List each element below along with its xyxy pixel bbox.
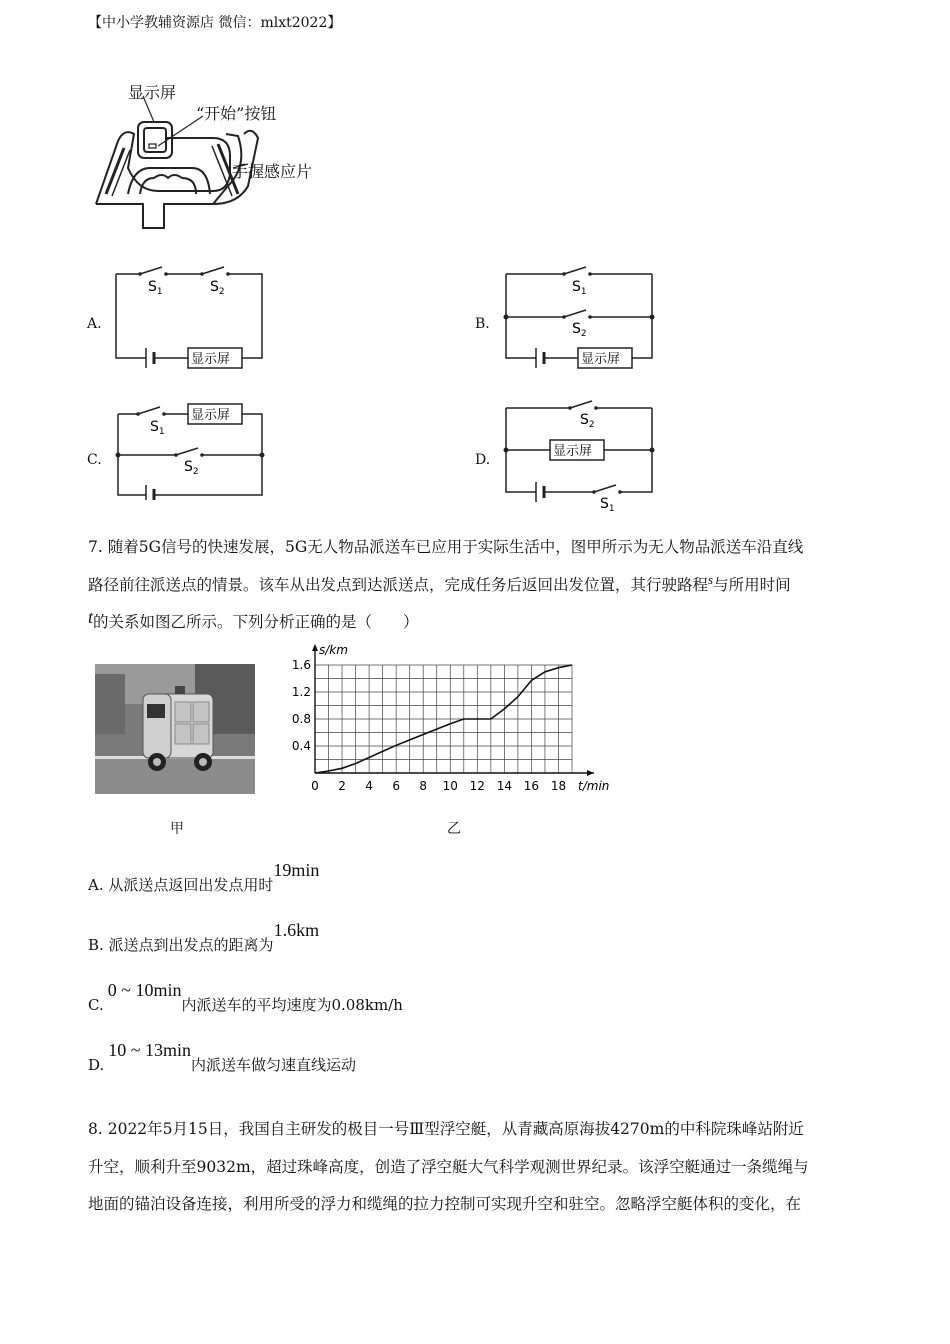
circuit-b-letter: B. <box>475 316 490 332</box>
delivery-vehicle-photo <box>95 664 255 794</box>
q7-line1: 7. 随着5G信号的快速发展，5G无人物品派送车已应用于实际生活中，图甲所示为无人物品派送车沿直线 <box>88 538 804 556</box>
caption-yi: 乙 <box>447 821 461 837</box>
circuit-c <box>110 400 270 500</box>
circuit-b-s1: $S_1$ <box>572 279 587 297</box>
x-tick-label: 18 <box>550 779 567 793</box>
y-tick-label: 0.4 <box>291 739 311 753</box>
x-tick-label: 8 <box>419 779 428 793</box>
x-tick-label: 0 <box>311 779 319 793</box>
chart-xlabel: t/min <box>578 779 610 793</box>
circuit-c-s2: $S_2$ <box>184 459 199 477</box>
circuit-d-s1: $S_1$ <box>600 496 615 512</box>
caption-jia: 甲 <box>170 821 184 837</box>
circuit-b <box>500 262 660 374</box>
circuit-a-display: 显示屏 <box>191 352 231 367</box>
q7-line3: t的关系如图乙所示。下列分析正确的是（ ） <box>88 607 419 631</box>
display-label: 显示屏 <box>128 83 177 102</box>
option-b: B. 派送点到出发点的距离为1.6km <box>88 920 320 954</box>
q8-line1: 8. 2022年5月15日，我国自主研发的极目一号Ⅲ型浮空艇，从青藏高原海拔4270m的中科院珠峰站附近 <box>88 1120 804 1138</box>
circuit-d <box>500 400 660 512</box>
q8-line3: 地面的锚泊设备连接，利用所受的浮力和缆绳的拉力控制可实现升空和驻空。忽略浮空艇体积的变化，在 <box>88 1195 802 1213</box>
x-axis-arrow <box>587 770 594 776</box>
circuit-c-display: 显示屏 <box>191 408 231 423</box>
s-t-chart <box>285 640 625 800</box>
sensor-label: 手握感应片 <box>232 162 313 181</box>
y-tick-label: 1.2 <box>291 685 311 699</box>
circuit-d-s2: $S_2$ <box>580 412 595 430</box>
y-axis-arrow <box>312 644 318 651</box>
x-tick-label: 16 <box>523 779 540 793</box>
circuit-b-s2: $S_2$ <box>572 321 587 339</box>
q8-line2: 升空，顺利升至9032m，超过珠峰高度，创造了浮空艇大气科学观测世界纪录。该浮空艇通过一条缆绳与 <box>88 1158 809 1176</box>
q7-line2: 路径前往派送点的情景。该车从出发点到达派送点，完成任务后返回出发位置，其行驶路程$^s$与所用时间 <box>88 572 791 595</box>
circuit-a-s2: $S_2$ <box>210 279 225 297</box>
chart-axes <box>312 644 594 776</box>
start-button-label: “开始”按钮 <box>196 104 277 123</box>
option-c: C.0 ~ 10min内派送车的平均速度为0.08km/h <box>88 980 403 1014</box>
option-a: A. 从派送点返回出发点用时19min <box>88 860 320 894</box>
x-tick-label: 2 <box>338 779 346 793</box>
circuit-d-display: 显示屏 <box>553 444 593 459</box>
circuit-a-letter: A. <box>87 316 102 332</box>
circuit-a-s1: $S_1$ <box>148 279 163 297</box>
circuit-b-display: 显示屏 <box>581 352 621 367</box>
x-tick-label: 12 <box>469 779 485 793</box>
x-tick-label: 4 <box>365 779 373 793</box>
circuit-d-letter: D. <box>475 452 491 468</box>
device-figure <box>88 76 338 236</box>
y-tick-label: 0.8 <box>291 712 311 726</box>
chart-grid <box>315 665 572 773</box>
circuit-a <box>110 262 270 374</box>
page-header: 【中小学教辅资源店 微信：mlxt2022】 <box>88 15 342 31</box>
option-d: D.10 ~ 13min内派送车做匀速直线运动 <box>88 1040 357 1074</box>
x-tick-label: 10 <box>442 779 458 793</box>
x-tick-label: 6 <box>392 779 400 793</box>
x-tick-label: 14 <box>496 779 513 793</box>
circuit-c-letter: C. <box>87 452 102 468</box>
chart-ylabel: s/km <box>319 643 348 657</box>
circuit-c-s1: $S_1$ <box>150 419 165 437</box>
y-tick-label: 1.6 <box>291 658 311 672</box>
